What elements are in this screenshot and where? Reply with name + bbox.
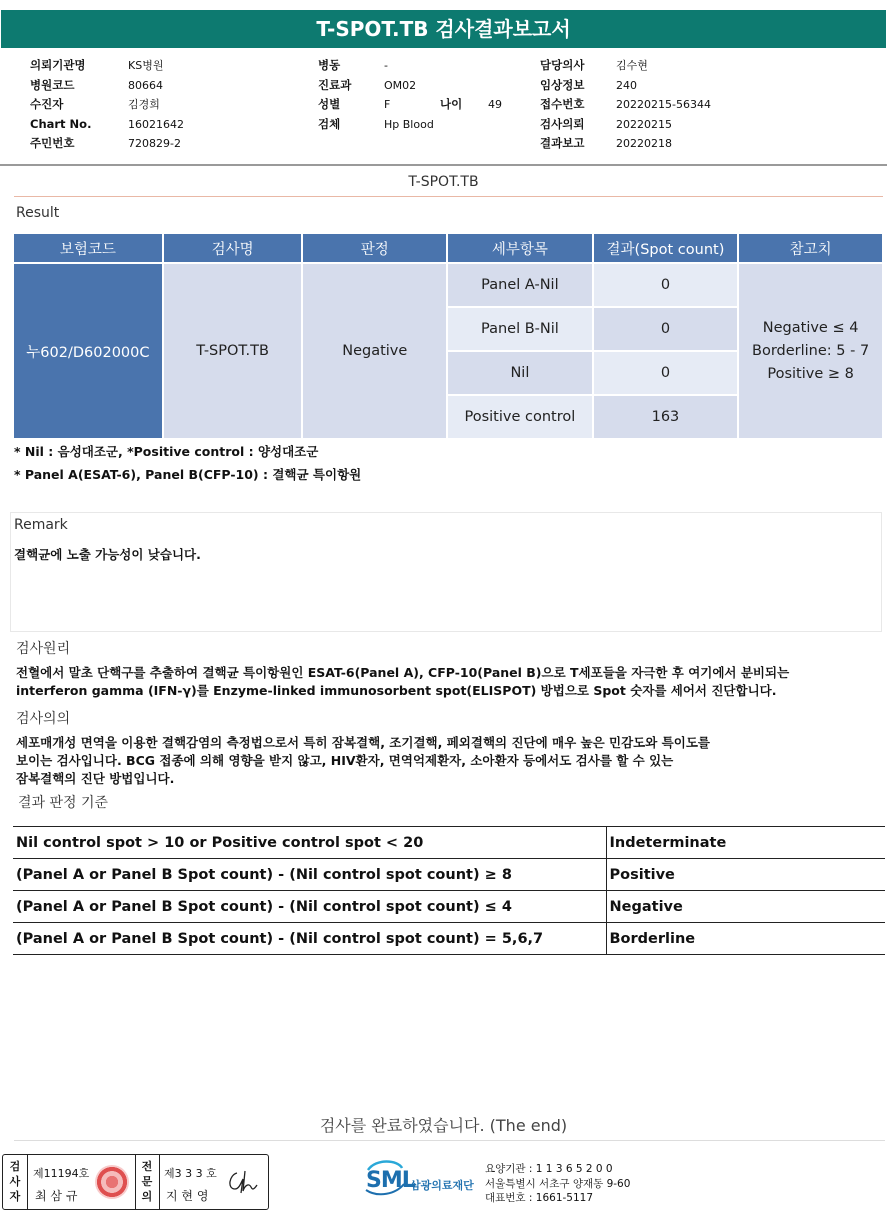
detail-item: Nil	[448, 352, 592, 394]
header-cell: 참고치	[739, 234, 882, 262]
sign-separator	[135, 1155, 136, 1209]
reference-line: Negative ≤ 4	[762, 319, 859, 336]
info-value: 240	[616, 78, 637, 92]
criteria-row	[13, 859, 885, 891]
result-header-row	[14, 234, 882, 262]
age-label: 나이	[440, 97, 463, 111]
info-row	[318, 56, 544, 76]
significance-label: 검사의의	[16, 711, 71, 727]
age-value: 49	[488, 98, 502, 111]
criteria-label: 결과 판정 기준	[18, 795, 109, 811]
header-cell: 결과(Spot count)	[594, 234, 738, 262]
specialist-number: 제3 3 3 호	[164, 1167, 217, 1180]
info-row	[540, 56, 711, 76]
section-divider	[14, 196, 883, 197]
report-title: T-SPOT.TB 검사결과보고서	[1, 10, 886, 48]
info-row	[540, 115, 711, 135]
foundation-name: 삼광의료재단	[410, 1179, 474, 1192]
header-cell: 판정	[303, 234, 446, 262]
remark-label: Remark	[14, 517, 68, 533]
result-table	[12, 232, 884, 440]
info-row	[30, 134, 184, 154]
info-row	[540, 134, 711, 154]
criteria-result: Negative	[606, 891, 885, 923]
header-cell: 세부항목	[448, 234, 592, 262]
spot-count: 163	[594, 396, 738, 438]
note-line: * Nil : 음성대조군, *Positive control : 양성대조군	[14, 444, 319, 459]
info-value: Hp Blood	[384, 117, 434, 131]
sml-logo	[366, 1162, 474, 1193]
remark-box	[10, 512, 882, 632]
info-label: 담당의사	[540, 58, 585, 72]
info-value: -	[384, 59, 388, 72]
info-row	[318, 76, 544, 96]
sign-separator	[159, 1155, 160, 1209]
note-line: * Panel A(ESAT-6), Panel B(CFP-10) : 결핵균 특이항원	[14, 467, 362, 482]
principle-label: 검사원리	[16, 641, 71, 657]
examiner-name: 최 삼 규	[35, 1189, 78, 1203]
detail-item: Positive control	[448, 396, 592, 438]
judgement: Negative	[303, 264, 446, 438]
info-value: 김경희	[128, 98, 160, 111]
significance-line: 보이는 검사입니다. BCG 접종에 의해 영향을 받지 않고, HIV환자, 면역억제환자, 소아환자 등에서도 검사를 할 수 있는	[16, 753, 674, 768]
info-value: 김수현	[616, 59, 648, 72]
info-label: 병동	[318, 58, 341, 72]
result-row	[14, 264, 882, 306]
criteria-result: Indeterminate	[606, 827, 885, 859]
info-label: 임상정보	[540, 77, 585, 92]
end-text: 검사를 완료하였습니다. (The end)	[319, 1116, 568, 1135]
info-value: OM02	[384, 78, 417, 92]
info-label: 접수번호	[540, 97, 585, 111]
criteria-condition: (Panel A or Panel B Spot count) - (Nil control spot count) ≥ 8	[13, 859, 606, 891]
info-column-2	[318, 56, 544, 134]
signature-icon	[225, 1167, 265, 1197]
info-column-1	[30, 56, 184, 154]
info-row	[318, 115, 544, 135]
examiner-number: 제11194호	[33, 1167, 90, 1180]
info-label: Chart No.	[30, 116, 92, 131]
info-value: 20220218	[616, 137, 672, 150]
info-row	[30, 115, 184, 135]
info-label: 병원코드	[30, 77, 75, 92]
significance-line: 잠복결핵의 진단 방법입니다.	[16, 771, 175, 786]
principle-line: interferon gamma (IFN-γ)를 Enzyme-linked immunosorbent spot(ELISPOT) 방법으로 Spot 숫자를 세어서 진단합니다.	[16, 683, 777, 698]
header-cell: 보험코드	[14, 234, 162, 262]
info-value: 20220215	[616, 117, 672, 131]
spot-count: 0	[594, 352, 738, 394]
info-value: 20220215-56344	[616, 98, 711, 111]
spot-count: 0	[594, 264, 738, 306]
criteria-condition: Nil control spot > 10 or Positive control spot < 20	[13, 827, 606, 859]
section-title: T-SPOT.TB	[408, 174, 479, 190]
info-row	[540, 76, 711, 96]
detail-item: Panel B-Nil	[448, 308, 592, 350]
spot-count: 0	[594, 308, 738, 350]
sign-separator	[27, 1155, 28, 1209]
info-label: 진료과	[318, 77, 352, 92]
seal-stamp-icon	[95, 1165, 129, 1199]
info-row	[318, 95, 544, 115]
signature-box	[2, 1154, 269, 1210]
criteria-condition: (Panel A or Panel B Spot count) - (Nil control spot count) ≤ 4	[13, 891, 606, 923]
info-row	[30, 76, 184, 96]
address-block	[485, 1162, 630, 1206]
address-line: 요양기관 : 1 1 3 6 5 2 0 0	[485, 1163, 613, 1175]
info-value: F	[384, 98, 391, 111]
header-cell: 검사명	[164, 234, 302, 262]
info-label: 성별	[318, 97, 341, 111]
significance-line: 세포매개성 면역을 이용한 결핵감염의 측정법으로서 특히 잠복결핵, 조기결핵, 페외결핵의 진단에 매우 높은 민감도와 특이도를	[16, 735, 710, 750]
info-row	[30, 95, 184, 115]
insurance-code: 누602/D602000C	[14, 264, 162, 438]
reference-values	[739, 264, 882, 438]
info-value: 80664	[128, 78, 163, 92]
criteria-condition: (Panel A or Panel B Spot count) - (Nil control spot count) = 5,6,7	[13, 923, 606, 955]
criteria-row	[13, 891, 885, 923]
principle-line: 전혈에서 말초 단핵구를 추출하여 결핵균 특이항원인 ESAT-6(Panel A), CFP-10(Panel B)으로 T세포들을 자극한 후 여기에서 분비되는	[16, 665, 790, 680]
info-label: 결과보고	[540, 136, 585, 150]
criteria-result: Positive	[606, 859, 885, 891]
criteria-table	[13, 826, 885, 955]
header-divider	[0, 164, 887, 166]
info-label: 의뢰기관명	[30, 58, 86, 72]
examiner-label: 검사자	[9, 1160, 21, 1203]
reference-line: Borderline: 5 - 7	[752, 342, 870, 359]
logo-text: SML	[366, 1168, 415, 1193]
detail-item: Panel A-Nil	[448, 264, 592, 306]
test-name: T-SPOT.TB	[164, 264, 302, 438]
specialist-name: 지 현 영	[166, 1189, 209, 1203]
address-line: 대표번호 : 1661-5117	[485, 1192, 594, 1204]
result-label: Result	[16, 205, 60, 221]
end-divider	[14, 1140, 885, 1141]
info-value: 720829-2	[128, 137, 181, 150]
info-value: KS병원	[128, 59, 164, 72]
info-label: 수진자	[30, 97, 64, 111]
specialist-label: 전문의	[141, 1160, 153, 1203]
criteria-row	[13, 923, 885, 955]
info-value: 16021642	[128, 117, 184, 131]
info-label: 주민번호	[30, 136, 75, 150]
info-label: 검체	[318, 116, 341, 131]
info-label: 검사의뢰	[540, 116, 585, 131]
criteria-result: Borderline	[606, 923, 885, 955]
reference-line: Positive ≥ 8	[767, 365, 854, 382]
info-column-3	[540, 56, 711, 154]
info-row	[540, 95, 711, 115]
info-row	[30, 56, 184, 76]
criteria-row	[13, 827, 885, 859]
remark-text: 결핵균에 노출 가능성이 낮습니다.	[14, 547, 201, 562]
address-line: 서울특별시 서초구 양재동 9-60	[485, 1177, 631, 1190]
